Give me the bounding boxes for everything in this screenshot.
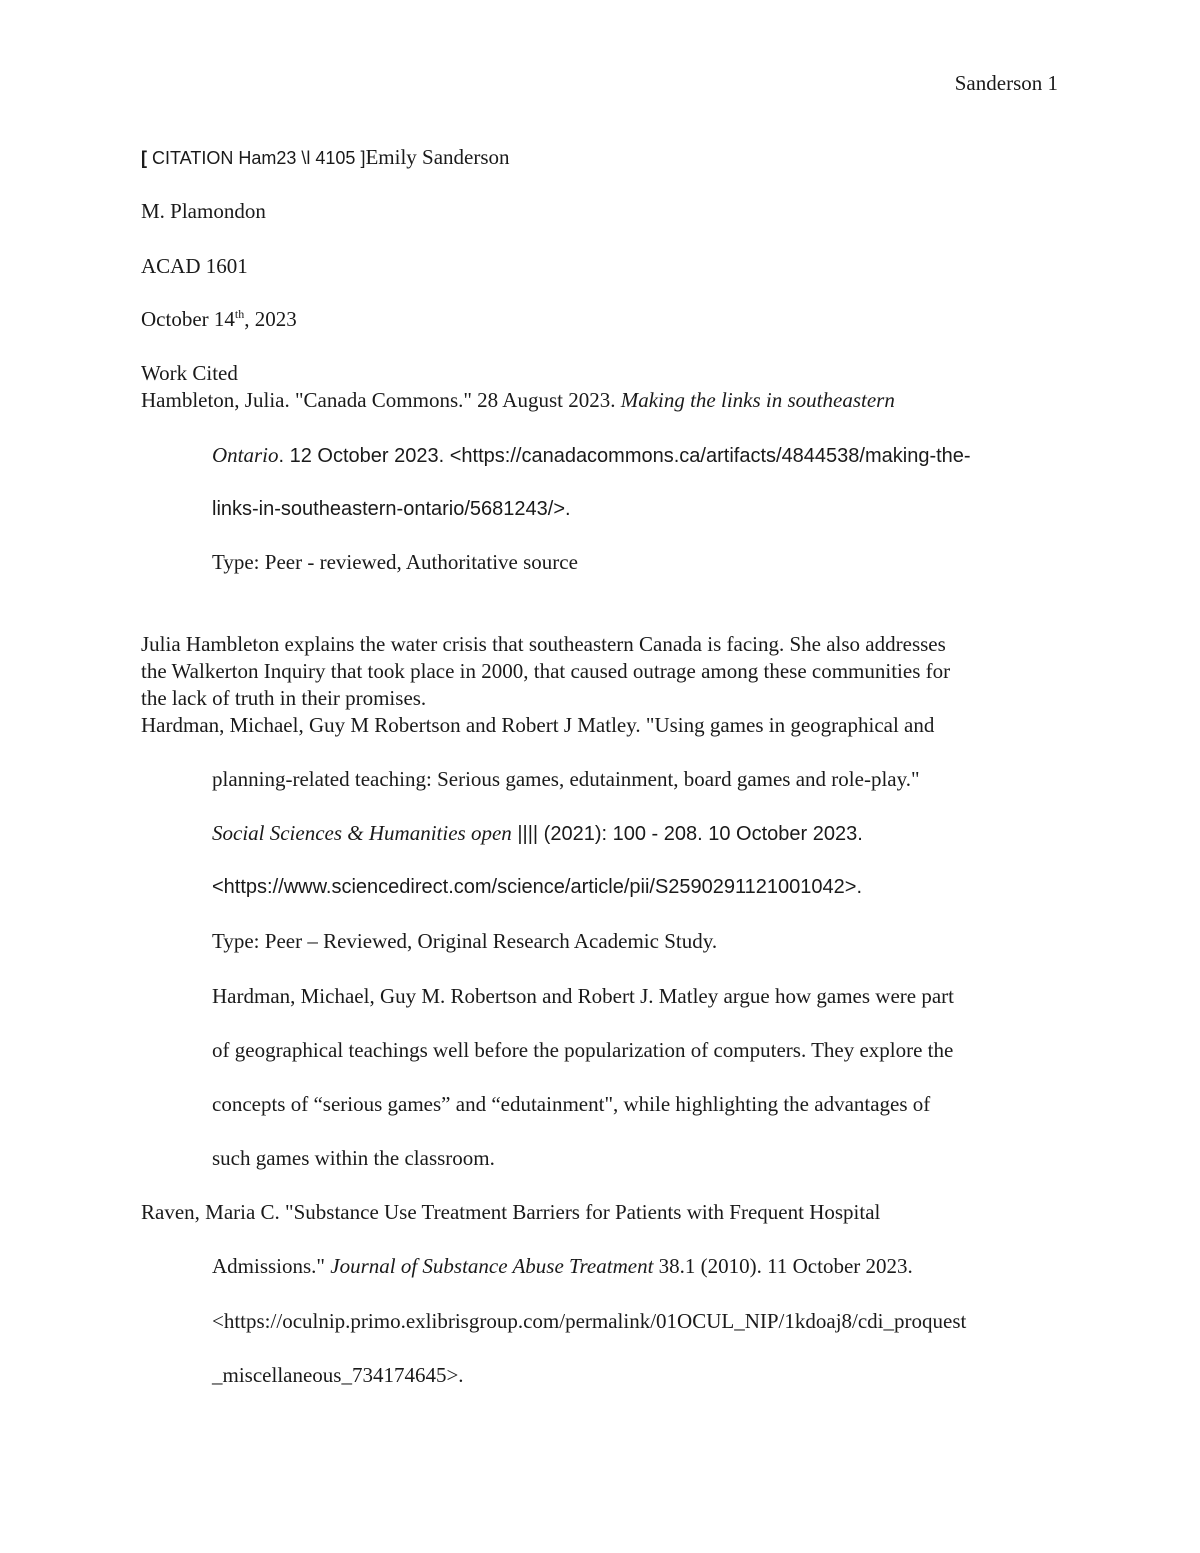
entry-1-line-2: Ontario. 12 October 2023. <https://canadacommons.ca/artifacts/4844538/making-the- bbox=[212, 443, 971, 467]
course-line: ACAD 1601 bbox=[141, 254, 248, 278]
entry-1-line-1: Hambleton, Julia. "Canada Commons." 28 August 2023. Making the links in southeastern bbox=[141, 388, 895, 412]
entry-2-annotation-line-2: of geographical teachings well before the popularization of computers. They explore the bbox=[212, 1038, 954, 1062]
entry-2-annotation-line-3: concepts of “serious games” and “edutainment", while highlighting the advantages of bbox=[212, 1092, 931, 1116]
entry-3-line-1: Raven, Maria C. "Substance Use Treatment Barriers for Patients with Frequent Hospital bbox=[141, 1200, 881, 1224]
entry-1-line-3: links-in-southeastern-ontario/5681243/>. bbox=[212, 498, 571, 520]
entry-2-line-2: planning-related teaching: Serious games, edutainment, board games and role-play." bbox=[212, 767, 920, 791]
entry-2-line-4: <https://www.sciencedirect.com/science/article/pii/S2590291121001042>. bbox=[212, 876, 863, 898]
author-name: Emily Sanderson bbox=[365, 145, 510, 169]
author-line bbox=[141, 147, 510, 168]
citation-field-code: [ CITATION Ham23 \l 4105 ] bbox=[141, 148, 366, 168]
entry-1-annotation-line-2: the Walkerton Inquiry that took place in 2000, that caused outrage among these communities for bbox=[141, 659, 951, 683]
entry-3-line-3: <https://oculnip.primo.exlibrisgroup.com/permalink/01OCUL_NIP/1kdoaj8/cdi_proquest bbox=[212, 1309, 967, 1333]
entry-1-type: Type: Peer - reviewed, Authoritative source bbox=[212, 550, 578, 574]
entry-3-line-4: _miscellaneous_734174645>. bbox=[212, 1363, 464, 1387]
works-cited-title: Work Cited bbox=[141, 361, 238, 385]
date-line: October 14th, 2023 bbox=[141, 307, 297, 331]
entry-3-line-2: Admissions." Journal of Substance Abuse Treatment 38.1 (2010). 11 October 2023. bbox=[212, 1254, 913, 1278]
entry-2-type: Type: Peer – Reviewed, Original Research Academic Study. bbox=[212, 929, 718, 953]
entry-2-line-1: Hardman, Michael, Guy M Robertson and Robert J Matley. "Using games in geographical and bbox=[141, 713, 935, 737]
running-header: Sanderson 1 bbox=[954, 71, 1058, 95]
entry-2-line-3: Social Sciences & Humanities open |||| (2021): 100 - 208. 10 October 2023. bbox=[212, 821, 863, 845]
entry-2-annotation-line-4: such games within the classroom. bbox=[212, 1146, 495, 1170]
instructor-line: M. Plamondon bbox=[141, 199, 266, 223]
entry-1-annotation-line-1: Julia Hambleton explains the water crisis that southeastern Canada is facing. She also addresses bbox=[141, 632, 946, 656]
entry-1-annotation-line-3: the lack of truth in their promises. bbox=[141, 686, 427, 710]
entry-2-annotation-line-1: Hardman, Michael, Guy M. Robertson and Robert J. Matley argue how games were part bbox=[212, 984, 955, 1008]
